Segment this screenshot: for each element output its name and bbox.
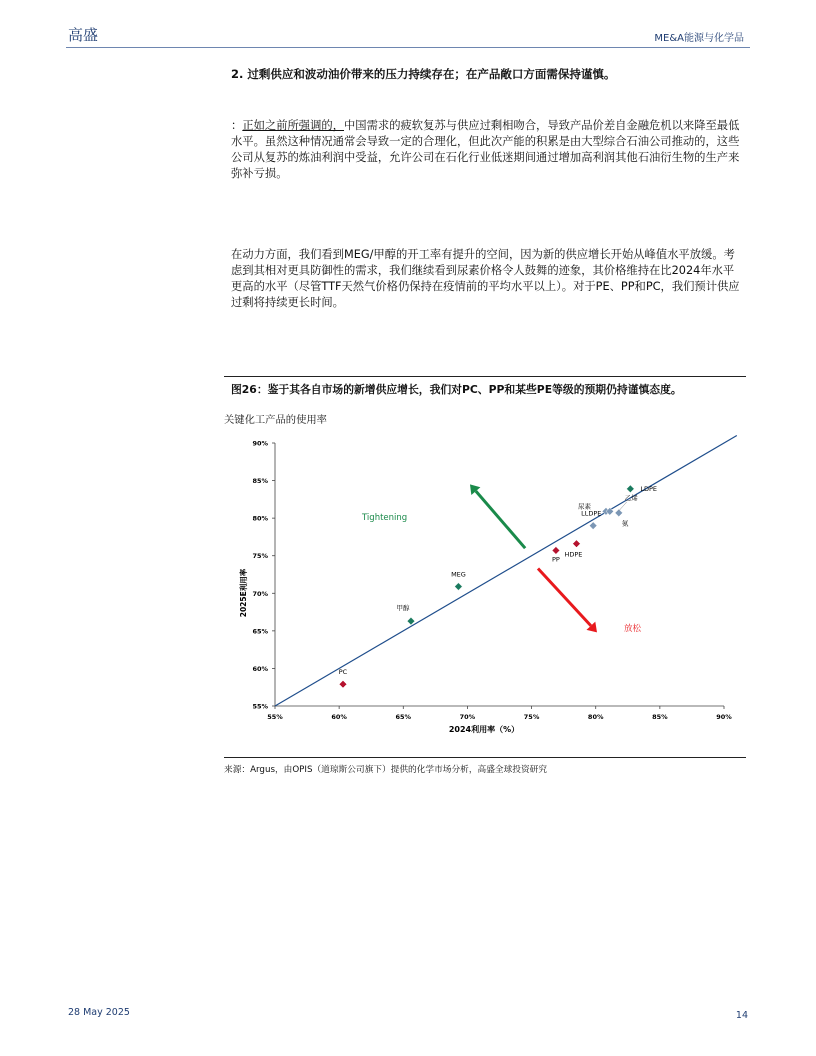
data-point-label: LLDPE	[581, 509, 602, 518]
data-point-marker	[573, 540, 581, 548]
data-point-label: 甲醇	[396, 604, 410, 613]
data-point-marker	[407, 617, 415, 625]
paragraph-1-underlined: 正如之前所强调的，	[242, 119, 344, 132]
figure-title: 图26：鉴于其各自市场的新增供应增长，我们对PC、PP和某些PE等级的预期仍持谨慎态度。	[231, 383, 682, 396]
figure-source-note: 来源：Argus，由OPIS（道琼斯公司旗下）提供的化学市场分析，高盛全球投资研究	[224, 765, 548, 775]
x-tick-label: 85%	[652, 713, 668, 721]
y-tick-label: 65%	[252, 627, 268, 636]
y-tick-label: 55%	[252, 702, 268, 711]
y-tick-label: 90%	[252, 439, 268, 448]
figure-subtitle: 关键化工产品的使用率	[224, 414, 327, 426]
data-point-label: LDPE	[640, 484, 658, 493]
header-divider	[66, 47, 750, 48]
data-point-label: 氨	[621, 519, 629, 528]
y-axis-label: 2025E利用率	[239, 568, 248, 618]
x-tick-label: 65%	[395, 713, 412, 721]
paragraph-2: 在动力方面，我们看到MEG/甲醇的开工率有提升的空间，因为新的供应增长开始从峰值水平放缓。考虑到其相对更具防御性的需求，我们继续看到尿素价格令人鼓舞的迹象，其价格维持在比2024年水平更高的水平（尽管TTF天然气价格仍保持在疫情前的平均水平以上）。对于PE、PP和PC，我们预计供应过剩将持续更长时间。	[231, 248, 740, 309]
y-tick-label: 60%	[252, 664, 268, 673]
parity-line	[275, 435, 737, 706]
paragraph-1	[231, 118, 743, 182]
paragraph-1-lead: ：	[231, 119, 243, 132]
tightening-annotation: Tightening	[362, 513, 408, 523]
data-point-marker	[339, 680, 347, 688]
chart-reference-line	[275, 435, 737, 706]
y-tick-label: 80%	[252, 514, 268, 523]
data-point-marker	[552, 547, 560, 555]
footer-date: 28 May 2025	[68, 1007, 130, 1018]
data-point-marker	[455, 583, 463, 591]
x-tick-label: 70%	[459, 713, 476, 721]
section-title: 2. 过剩供应和波动油价带来的压力持续存在；在产品敞口方面需保持谨慎。	[231, 67, 616, 81]
x-tick-label: 55%	[267, 713, 283, 721]
loosening-annotation: 放松	[624, 624, 642, 634]
figure-top-divider	[224, 376, 746, 377]
loosening-arrow	[538, 568, 597, 632]
y-tick-label: 75%	[252, 552, 268, 561]
data-point-marker	[589, 522, 597, 530]
x-tick-label: 75%	[523, 713, 540, 721]
header-section-label: ME&A能源与化学品	[654, 33, 744, 44]
data-point-label: 尿素	[577, 502, 591, 511]
header-brand: 高盛	[68, 26, 99, 44]
data-point-label: HDPE	[564, 550, 583, 559]
data-point-label: MEG	[451, 570, 466, 579]
utilization-scatter-chart	[224, 426, 754, 744]
tightening-arrow-shaft	[476, 491, 525, 548]
figure-bottom-divider	[224, 757, 746, 758]
y-tick-label: 70%	[252, 589, 268, 598]
loosening-arrow-shaft	[538, 568, 591, 625]
x-axis-label: 2024利用率（%）	[448, 725, 520, 734]
data-point-label: PP	[552, 555, 560, 564]
tightening-arrow	[470, 484, 525, 548]
x-tick-label: 80%	[587, 713, 604, 721]
data-point-marker	[627, 485, 635, 493]
data-point-label: 乙烯	[624, 493, 638, 502]
y-tick-label: 85%	[252, 477, 268, 486]
x-tick-label: 90%	[716, 713, 732, 721]
chart-axes	[252, 440, 732, 722]
data-point-marker	[615, 509, 623, 517]
paragraph-1-body: 中国需求的疲软复苏与供应过剩相吻合，导致产品价差自金融危机以来降至最低水平。虽然这种情况通常会导致一定的合理化，但此次产能的积累是由大型综合石油公司推动的，这些公司从复苏的炼油利润中受益，允许公司在石化行业低迷期间通过增加高利润其他石油衍生物的生产来弥补亏损。	[231, 119, 740, 180]
data-point-label: PC	[338, 668, 348, 677]
footer-page-number: 14	[735, 1010, 748, 1021]
x-tick-label: 60%	[331, 713, 347, 721]
